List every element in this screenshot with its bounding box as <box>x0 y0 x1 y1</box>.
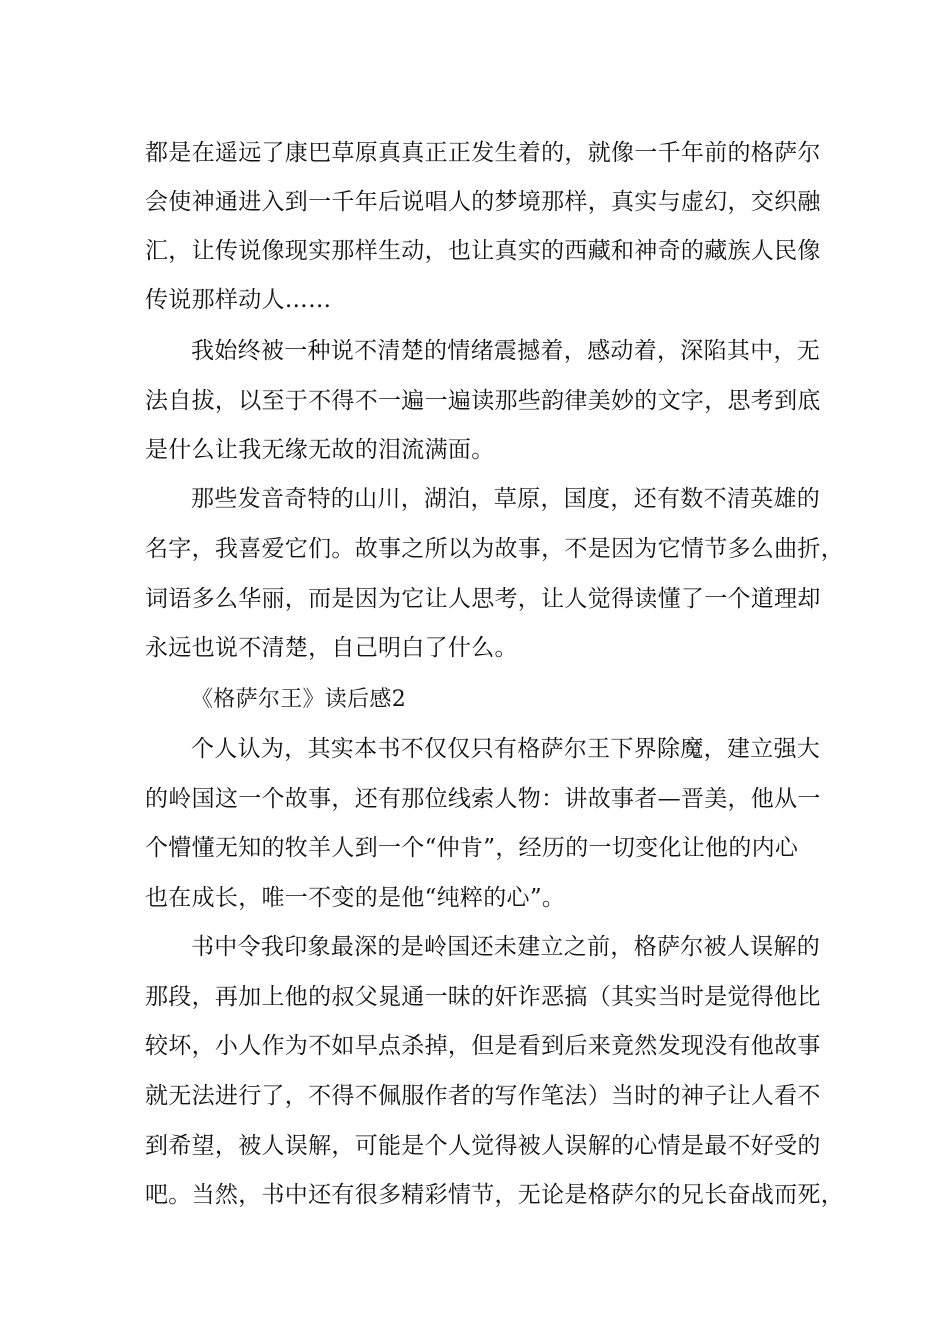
text-line: 我始终被一种说不清楚的情绪震撼着，感动着，深陷其中，无 <box>191 338 821 364</box>
text-line: 永远也说不清楚，自己明白了什么。 <box>145 635 518 661</box>
text-line: 到希望，被人误解，可能是个人觉得被人误解的心情是最不好受的 <box>145 1133 821 1159</box>
text-line: 那些发音奇特的山川，湖泊，草原，国度，还有数不清英雄的 <box>191 486 821 512</box>
text-line: 是什么让我无缘无故的泪流满面。 <box>145 437 495 463</box>
text-line: 那段，再加上他的叔父晁通一昧的奸诈恶搞（其实当时是觉得他比 <box>145 984 821 1010</box>
text-line: 也在成长，唯一不变的是他“纯粹的心”。 <box>145 885 566 911</box>
text-line: 名字，我喜爱它们。故事之所以为故事，不是因为它情节多么曲折， <box>145 536 844 562</box>
text-line: 传说那样动人…… <box>145 287 332 313</box>
text-line: 词语多么华丽，而是因为它让人思考，让人觉得读懂了一个道理却 <box>145 586 821 612</box>
text-line: 汇，让传说像现实那样生动，也让真实的西藏和神奇的藏族人民像 <box>145 238 821 264</box>
text-line: 个懵懂无知的牧羊人到一个“仲肯”，经历的一切变化让他的内心 <box>145 835 799 861</box>
section-heading: 《格萨尔王》读后感2 <box>191 687 406 712</box>
text-line: 会使神通进入到一千年后说唱人的梦境那样，真实与虚幻，交织融 <box>145 189 821 215</box>
text-line: 都是在遥远了康巴草原真真正正发生着的，就像一千年前的格萨尔 <box>145 140 821 166</box>
text-line: 的岭国这一个故事，还有那位线索人物：讲故事者—晋美，他从一 <box>145 786 821 812</box>
text-line: 书中令我印象最深的是岭国还未建立之前，格萨尔被人误解的 <box>191 934 821 960</box>
text-line: 个人认为，其实本书不仅仅只有格萨尔王下界除魔，建立强大 <box>191 736 821 762</box>
text-line: 法自拔，以至于不得不一遍一遍读那些韵律美妙的文字，思考到底 <box>145 388 821 414</box>
text-line: 就无法进行了，不得不佩服作者的写作笔法）当时的神子让人看不 <box>145 1083 821 1109</box>
text-line: 较坏，小人作为不如早点杀掉，但是看到后来竟然发现没有他故事 <box>145 1033 821 1059</box>
text-line: 吧。当然，书中还有很多精彩情节，无论是格萨尔的兄长奋战而死， <box>145 1182 844 1208</box>
